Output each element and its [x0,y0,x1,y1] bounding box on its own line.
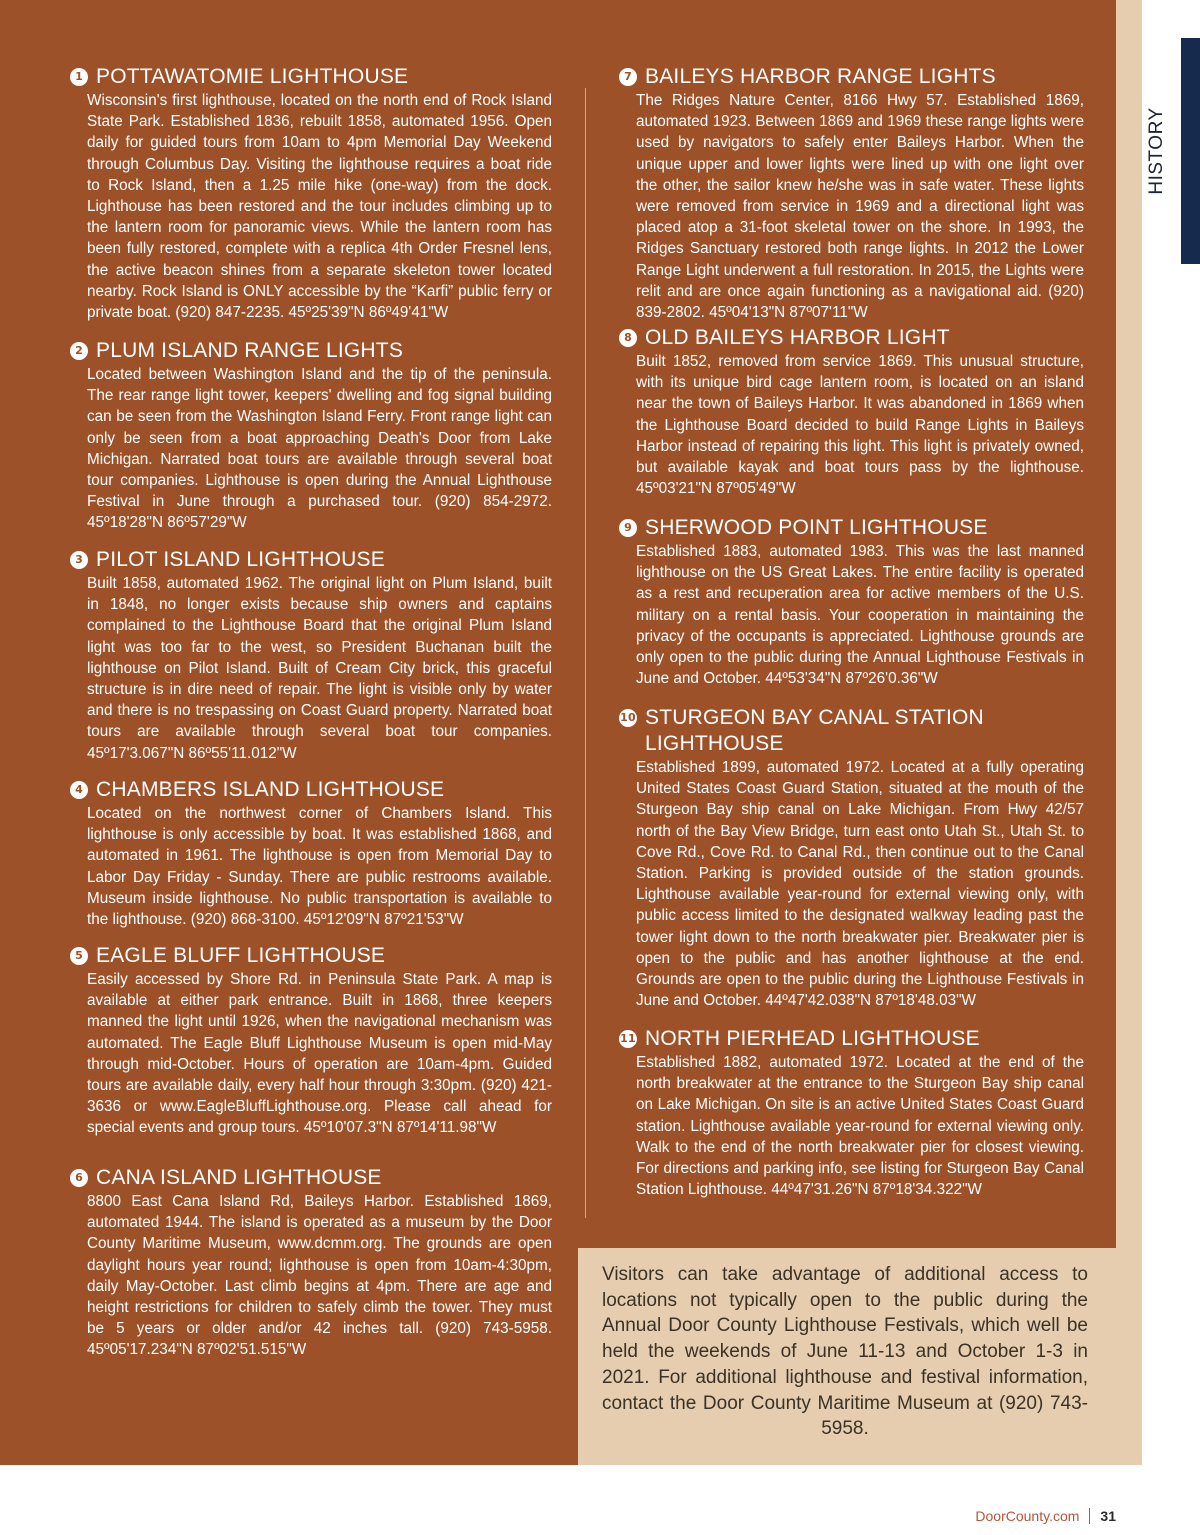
number-circle-icon: 9 [619,519,637,537]
footer-separator [1089,1508,1090,1524]
number-circle-icon: 4 [70,781,88,799]
number-circle-icon: 2 [70,342,88,360]
festival-note: Visitors can take advantage of additional access to locations not typically open to the public during the Annual Door County Lighthouse Festivals, which well be held the weekends of June 11-13 and October 1-3 in 2021. For additional lighthouse and festival information, contact the Door County Maritime Museum at (920) 743-5958. [602,1264,1088,1440]
number-circle-icon: 5 [70,947,88,965]
number-circle-icon: 1 [70,68,88,86]
entry-body: Established 1883, automated 1983. This was the last manned lighthouse on the US Great Lakes. The entire facility is operated as a rest and recuperation area for active members of the U.S. military on a rental basis. Your cooperation in maintaining the privacy of the occupants is appreciated. Lighthouse grounds are only open to the public during the Annual Lighthouse Festivals in June and October. 44º53'34"N 87º26'0.36"W [636,543,1084,688]
number-circle-icon: 8 [619,329,637,347]
entry-body: Built 1858, automated 1962. The original light on Plum Island, built in 1848, no longer exists because ship owners and captains complained to the Lighthouse Board that the original Plum Island light was too far to the west, so President Buchanan built the lighthouse on Pilot Island. Built of Cream City brick, this graceful structure is in dire need of repair. The light is visible only by water and there is no trespassing on Coast Guard property. Narrated boat tours are available through several boat tour companies. 45º17'3.067"N 86º55'11.012"W [87,575,552,762]
page-footer [975,1508,1116,1524]
entry-title: POTTAWATOMIE LIGHTHOUSE [96,65,409,88]
entry-title: NORTH PIERHEAD LIGHTHOUSE [645,1027,980,1050]
entry-title: CHAMBERS ISLAND LIGHTHOUSE [96,778,445,801]
entry-title: PLUM ISLAND RANGE LIGHTS [96,339,404,362]
side-color-strip [1116,0,1142,1465]
entry-heading [619,64,1084,90]
lighthouse-entry [70,777,552,930]
lighthouse-entry [70,547,552,764]
entry-body: Wisconsin's first lighthouse, located on the north end of Rock Island State Park. Established 1836, rebuilt 1858, automated 1956. Open daily for guided tours from 10am to 4pm Memorial Day Weekend through Columbus Day. Visiting the lighthouse requires a boat ride to Rock Island, then a 1.25 mile hike (one-way) from the dock. Lighthouse has been restored and the tour includes climbing up to the lantern room for panoramic views. While the lantern room has been fully restored, complete with a replica 4th Order Fresnel lens, the active beacon shines from a separate skeleton tower located nearby. Rock Island is ONLY accessible by the “Karfi” public ferry or private boat. (920) 847-2235. 45º25'39"N 86º49'41"W [87,92,552,322]
lighthouse-entry [619,325,1084,499]
number-circle-icon: 11 [619,1030,637,1048]
number-circle-icon: 3 [70,551,88,569]
lighthouse-entry [619,1026,1084,1200]
section-tab-marker [1181,38,1200,264]
entry-heading [619,515,1084,541]
lighthouse-entry [619,515,1084,689]
entry-heading [619,325,1084,351]
entry-body: Established 1882, automated 1972. Located at the end of the north breakwater at the entrance to the Sturgeon Bay ship canal on Lake Michigan. On site is an active United States Coast Guard station. Lighthouse available year-round for external viewing only. Walk to the end of the north breakwater pier for closest viewing. For directions and parking info, see listing for Sturgeon Bay Canal Station Lighthouse. 44º47'31.26"N 87º18'34.322"W [636,1054,1084,1199]
column-divider [585,88,586,1218]
entry-heading [619,705,1084,757]
entry-heading [70,64,552,90]
lighthouse-entry [619,64,1084,323]
number-circle-icon: 6 [70,1169,88,1187]
entry-heading [70,338,552,364]
entry-heading [70,547,552,573]
entry-body: Located on the northwest corner of Chambers Island. This lighthouse is only accessible by boat. It was established 1868, and automated in 1961. The lighthouse is open from Memorial Day to Labor Day Friday - Sunday. There are public restrooms available. Museum inside lighthouse. No public transportation is available to the lighthouse. (920) 868-3100. 45º12'09"N 87º21'53"W [87,805,552,929]
lighthouse-entry [70,943,552,1139]
lighthouse-entry [619,705,1084,1011]
entry-body: Built 1852, removed from service 1869. This unusual structure, with its unique bird cage lantern room, is located on an island near the town of Baileys Harbor. It was abandoned in 1869 when the Lighthouse Board decided to build Range Lights in Baileys Harbor instead of repairing this light. This light is privately owned, but available kayak and boat tours pass by the lighthouse. 45º03'21"N 87º05'49"W [636,353,1084,498]
number-circle-icon: 7 [619,68,637,86]
entry-title: OLD BAILEYS HARBOR LIGHT [645,326,950,349]
entry-title: EAGLE BLUFF LIGHTHOUSE [96,944,386,967]
entry-heading [70,777,552,803]
lighthouse-entry [70,338,552,534]
entry-heading [70,943,552,969]
entry-body: Easily accessed by Shore Rd. in Peninsula State Park. A map is available at either park entrance. Built in 1868, three keepers manned the light until 1926, when the navigational mechanism was automated. The Eagle Bluff Lighthouse Museum is open mid-May through mid-October. Hours of operation are 10am-4pm. Guided tours are available daily, every half hour through 3:30pm. (920) 421-3636 or www.EagleBluffLighthouse.org. Please call ahead for special events and group tours. 45º10'07.3"N 87º14'11.98"W [87,971,552,1137]
entry-title: SHERWOOD POINT LIGHTHOUSE [645,516,988,539]
entry-title: STURGEON BAY CANAL STATION LIGHTHOUSE [645,706,984,755]
entry-body: Located between Washington Island and the tip of the peninsula. The rear range light tower, keepers' dwelling and fog signal building can be seen from the Washington Island Ferry. Front range light can only be seen from a boat approaching Death's Door from Lake Michigan. Narrated boat tours are available through several boat tour companies. Lighthouse is open during the Annual Lighthouse Festival in June through a purchased tour. (920) 854-2972. 45º18'28"N 86º57'29"W [87,366,552,532]
entry-heading [619,1026,1084,1052]
lighthouse-entry [70,64,552,323]
number-circle-icon: 10 [619,709,637,727]
footer-site-link[interactable]: DoorCounty.com [975,1508,1080,1524]
entry-body: 8800 East Cana Island Rd, Baileys Harbor. Established 1869, automated 1944. The island is operated as a museum by the Door County Maritime Museum, www.dcmm.org. The grounds are open daylight hours year round; lighthouse is open from 10am-4:30pm, daily May-October. Last climb begins at 4pm. There are age and height restrictions for children to safely climb the tower. They must be 5 years or older and/or 42 inches tall. (920) 743-5958. 45º05'17.234"N 87º02'51.515"W [87,1193,552,1359]
entry-title: BAILEYS HARBOR RANGE LIGHTS [645,65,996,88]
entry-body: Established 1899, automated 1972. Located at a fully operating United States Coast Guard Station, situated at the mouth of the Sturgeon Bay ship canal on Lake Michigan. From Hwy 42/57 north of the Bay View Bridge, turn east onto Utah St., Utah St. to Cove Rd., Cove Rd. to Canal Rd., then continue out to the Canal Station. Parking is provided outside of the station grounds. Lighthouse available year-round for external viewing only, with public access limited to the designated walkway leading past the tower light down to the north breakwater pier. Breakwater pier is open to the public and has another lighthouse at the end. Grounds are open to the public during the Lighthouse Festivals in June and October. 44º47'42.038"N 87º18'48.03"W [636,759,1084,1010]
entry-title: CANA ISLAND LIGHTHOUSE [96,1166,382,1189]
entry-body: The Ridges Nature Center, 8166 Hwy 57. Established 1869, automated 1923. Between 1869 and 1969 these range lights were used by navigators to safely enter Baileys Harbor. When the unique upper and lower lights were lined up with one light over the other, the sailor knew he/she was in safe water. These lights were removed from service in 1969 and a directional light was placed atop a 31-foot skeletal tower on the shore. In 1993, the Ridges Sanctuary restored both range lights. In 2012 the Lower Range Light underwent a full restoration. In 2015, the Lights were relit and are once again functioning as a navigational aid. (920) 839-2802. 45º04'13"N 87º07'11"W [636,92,1084,322]
section-side-label-text: HISTORY [1146,107,1167,195]
entry-heading [70,1165,552,1191]
entry-title: PILOT ISLAND LIGHTHOUSE [96,548,385,571]
lighthouse-entry [70,1165,552,1361]
page-number: 31 [1100,1508,1116,1524]
